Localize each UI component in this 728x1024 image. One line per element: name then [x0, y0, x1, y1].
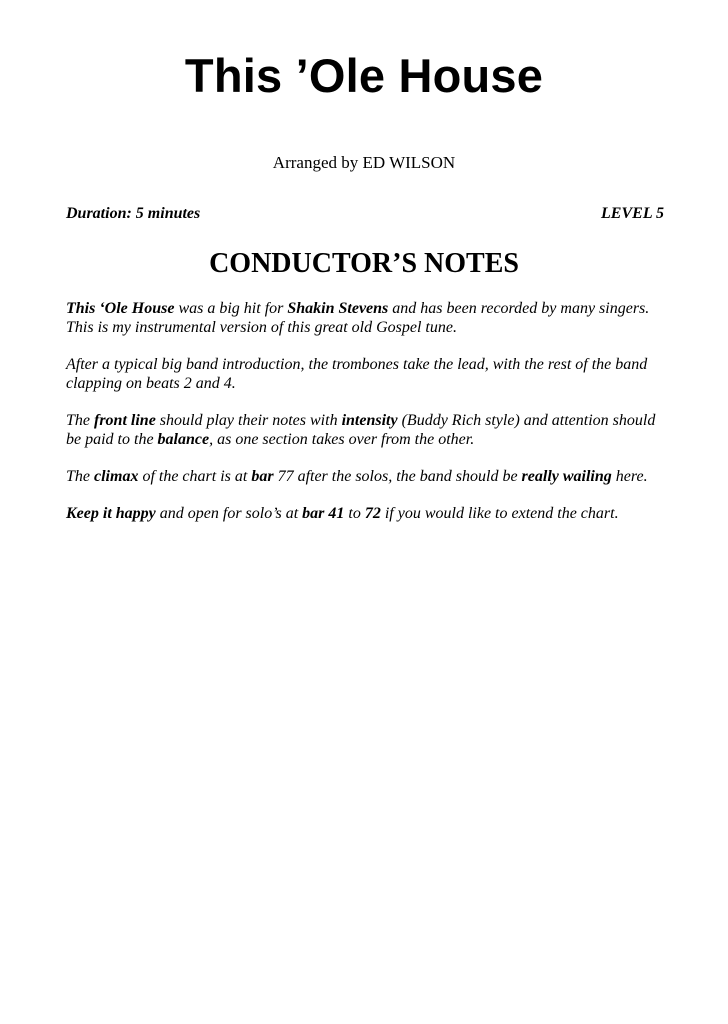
notes-text: , as one section takes over from the other. — [209, 431, 475, 448]
notes-text: and open for solo’s at — [155, 505, 303, 522]
notes-text: if you would like to extend the chart. — [380, 505, 619, 522]
notes-text: After a typical big band introduction, the trombones take the lead, with the rest of the band clapping on beats 2 and 4. — [66, 356, 648, 392]
notes-text: 77 after the solos, the band should be — [273, 468, 522, 485]
notes-paragraph-5 — [66, 504, 670, 523]
notes-text: was a big hit for — [174, 300, 288, 317]
notes-paragraph-2 — [66, 355, 670, 393]
notes-text: and has been recorded by many singers. This is my instrumental version of this great old Gospel tune. — [66, 300, 650, 336]
emphasis-text: intensity — [341, 412, 398, 429]
emphasis-text: bar — [251, 468, 274, 485]
arranger-credit: Arranged by ED WILSON — [272, 153, 456, 172]
emphasis-text: bar 41 — [302, 505, 345, 522]
level-label: LEVEL 5 — [601, 205, 664, 222]
notes-text: The — [66, 468, 94, 485]
meta-row — [66, 204, 664, 224]
emphasis-text: 72 — [364, 505, 381, 522]
notes-text: should play their notes with — [155, 412, 342, 429]
emphasis-text: really wailing — [521, 468, 612, 485]
duration-label: Duration: 5 minutes — [66, 205, 201, 222]
notes-text: to — [344, 505, 365, 522]
emphasis-text: Keep it happy — [66, 505, 156, 522]
notes-text: The — [66, 412, 94, 429]
emphasis-text: This ‘Ole House — [66, 300, 175, 317]
emphasis-text: climax — [94, 468, 139, 485]
emphasis-text: front line — [94, 412, 156, 429]
notes-text: here. — [611, 468, 648, 485]
song-title: This ’Ole House — [184, 49, 544, 102]
emphasis-text: Shakin Stevens — [287, 300, 389, 317]
notes-text: (Buddy Rich style) and attention should be paid to the — [66, 412, 656, 448]
notes-text: of the chart is at — [138, 468, 252, 485]
notes-paragraph-3 — [66, 411, 670, 449]
notes-paragraph-4 — [66, 467, 670, 486]
conductors-notes-body — [66, 299, 670, 541]
emphasis-text: balance — [157, 431, 210, 448]
notes-paragraph-1 — [66, 299, 670, 337]
conductors-notes-heading: CONDUCTOR’S NOTES — [209, 248, 519, 279]
